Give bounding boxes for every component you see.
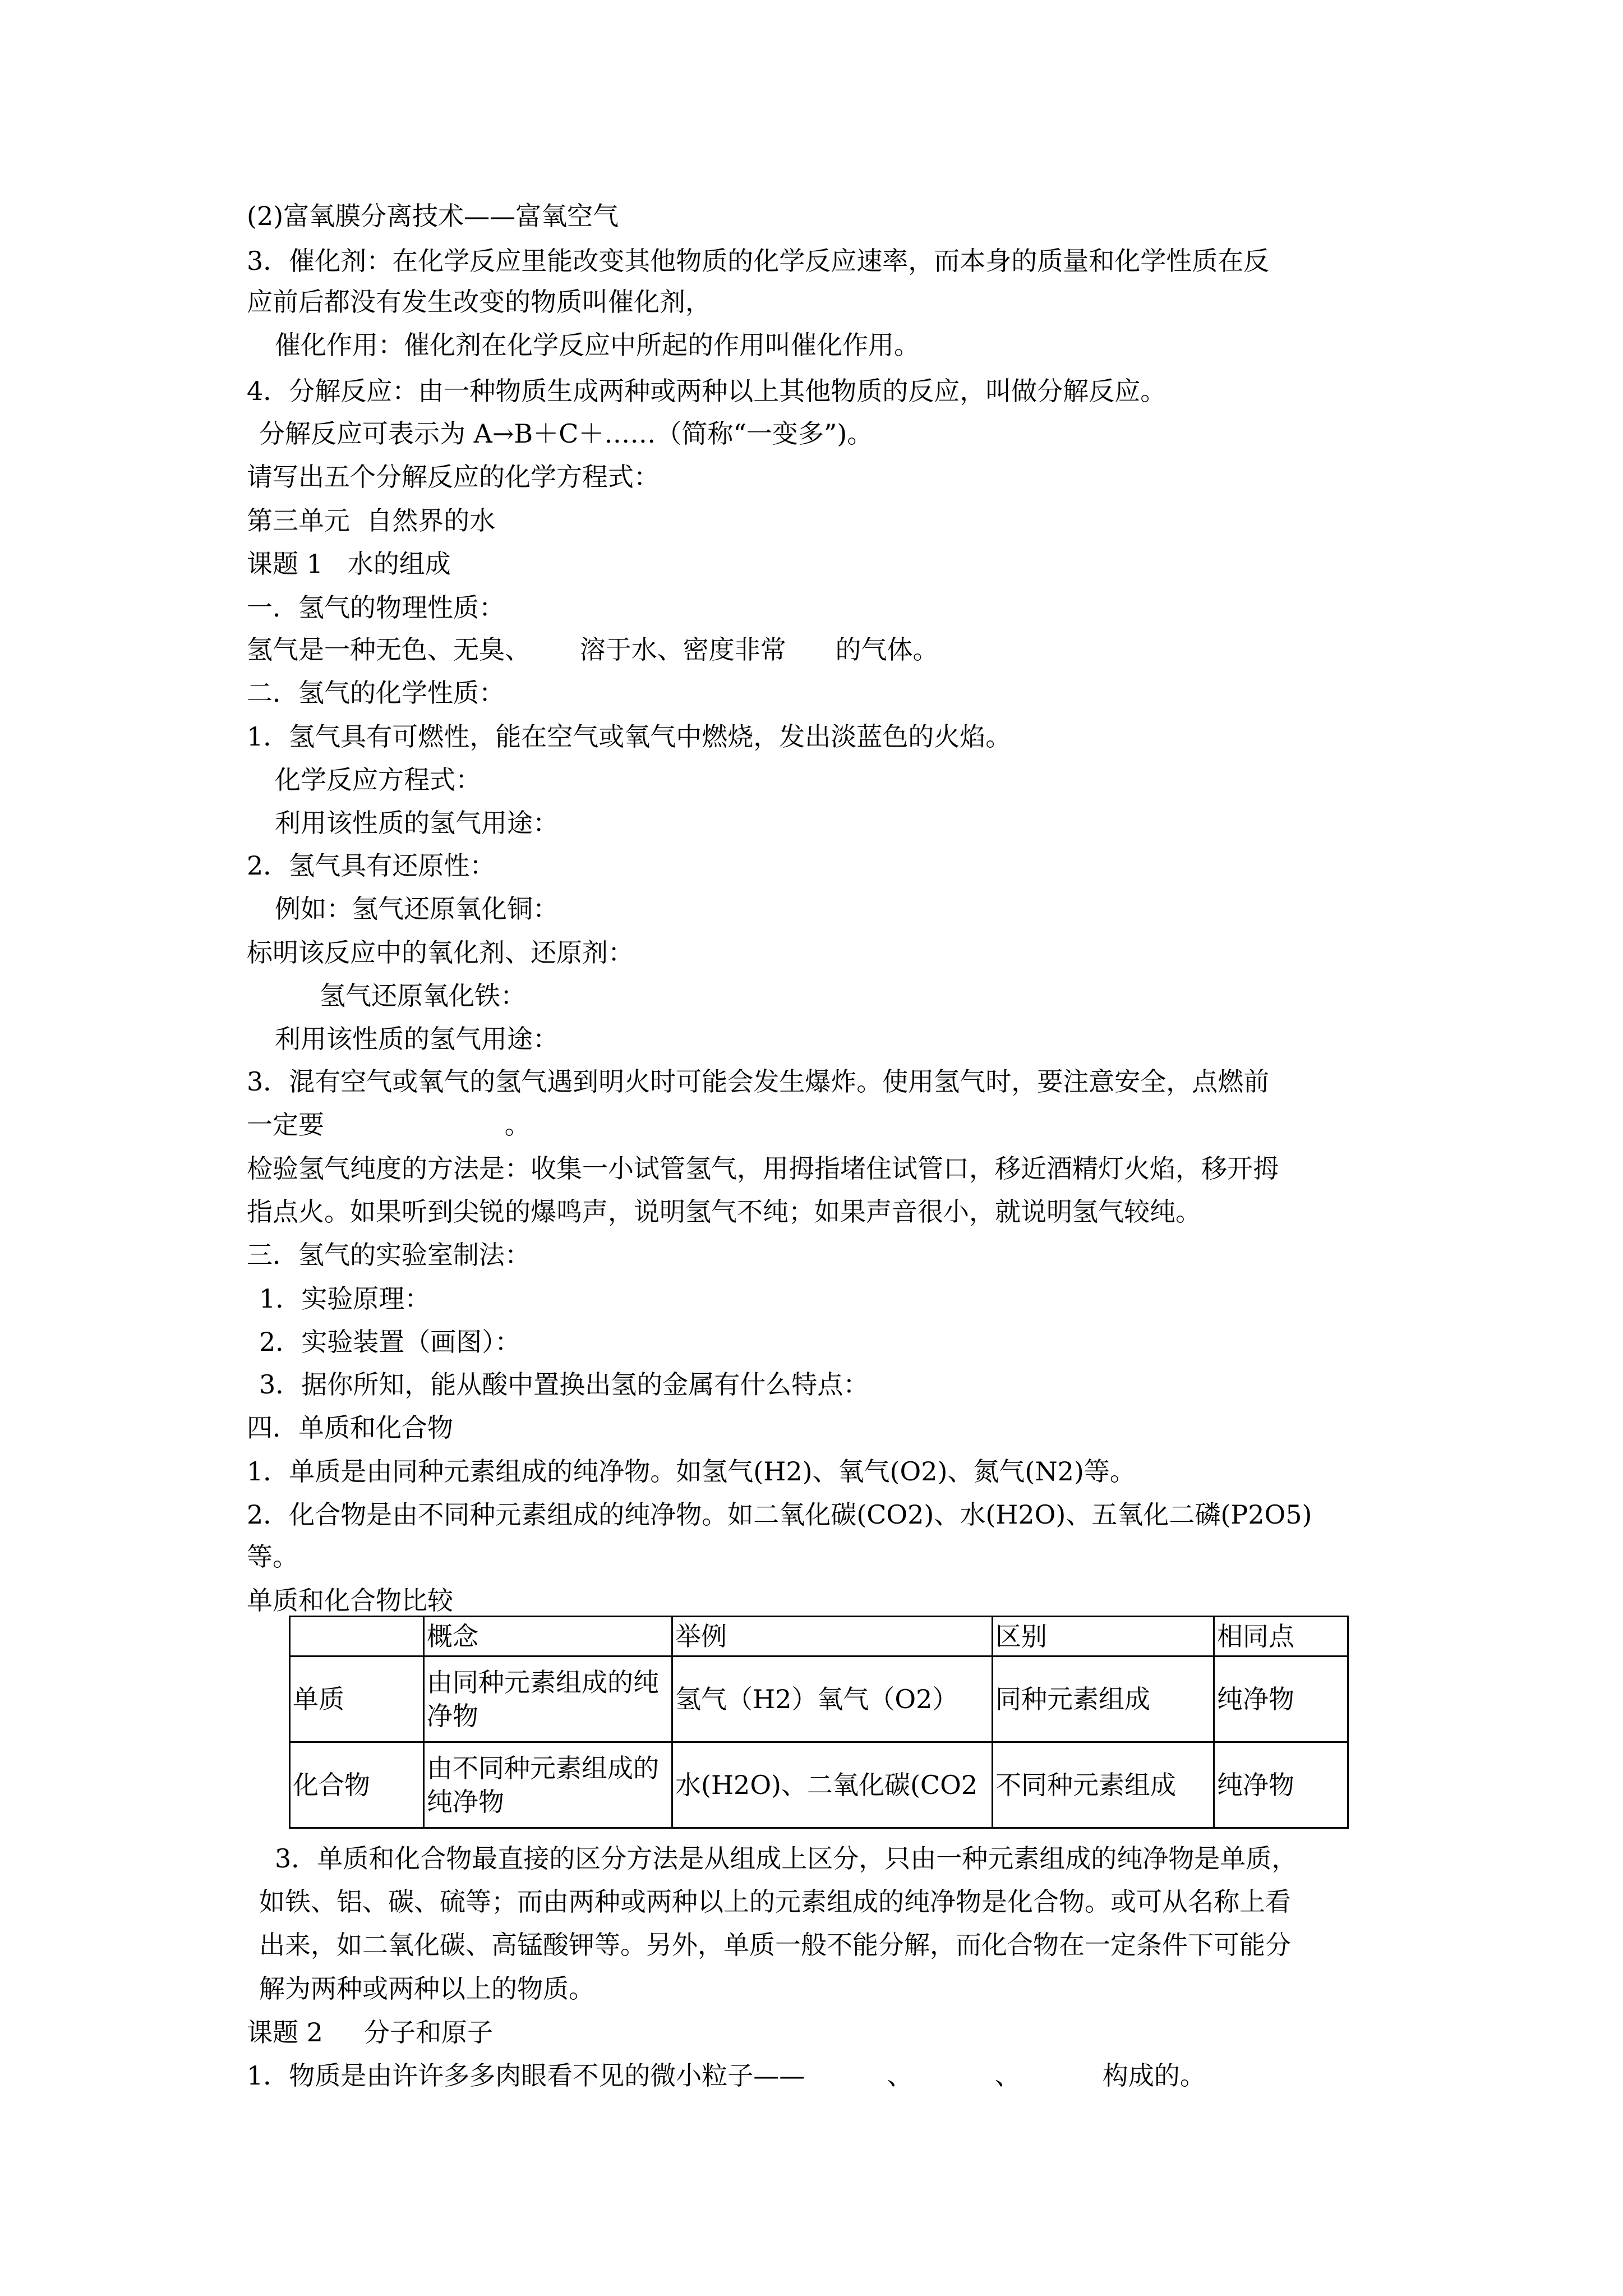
text-line: 3．据你所知，能从酸中置换出氢的金属有什么特点： xyxy=(259,1369,869,1400)
text-line: 出来，如二氧化碳、高锰酸钾等。另外，单质一般不能分解，而化合物在一定条件下可能分 xyxy=(259,1930,1291,1960)
text-line: 分解反应可表示为 A→B＋C＋……（简称“一变多”)。 xyxy=(259,418,873,449)
text-line: 2．氢气具有还原性： xyxy=(247,850,496,881)
text-line: 如铁、铝、碳、硫等；而由两种或两种以上的元素组成的纯净物是化合物。或可从名称上看 xyxy=(259,1887,1291,1917)
text-line: 1．单质是由同种元素组成的纯净物。如氢气(H2)、氧气(O2)、氮气(N2)等。 xyxy=(247,1456,1136,1487)
text-line: 催化作用：催化剂在化学反应中所起的作用叫催化作用。 xyxy=(275,330,920,360)
table-cell: 纯净物 xyxy=(1214,1657,1348,1742)
text-line: (2)富氧膜分离技术——富氧空气 xyxy=(247,201,619,231)
section-heading: 四．单质和化合物 xyxy=(247,1412,453,1443)
text-line: 2．实验装置（画图）： xyxy=(259,1327,521,1357)
table-cell: 由不同种元素组成的纯净物 xyxy=(424,1742,672,1828)
text-line: 1．实验原理： xyxy=(259,1283,431,1314)
section-heading: 三．氢气的实验室制法： xyxy=(247,1240,531,1270)
text-line: 3．单质和化合物最直接的区分方法是从组成上区分，只由一种元素组成的纯净物是单质， xyxy=(275,1843,1298,1874)
text-line: 等。 xyxy=(247,1542,298,1572)
table-cell: 氢气（H2）氧气（O2） xyxy=(672,1657,993,1742)
table-cell: 单质 xyxy=(290,1657,424,1742)
table-header-cell: 概念 xyxy=(424,1617,672,1657)
text-line: 标明该反应中的氧化剂、还原剂： xyxy=(247,937,634,968)
text-line: 2．化合物是由不同种元素组成的纯净物。如二氧化碳(CO2)、水(H2O)、五氧化二磷(P2O5) xyxy=(247,1499,1312,1530)
text-line: 氢气是一种无色、无臭、 溶于水、密度非常 的气体。 xyxy=(247,634,939,665)
table-cell: 纯净物 xyxy=(1214,1742,1348,1828)
text-line: 请写出五个分解反应的化学方程式： xyxy=(247,462,660,492)
text-line: 检验氢气纯度的方法是：收集一小试管氢气，用拇指堵住试管口，移近酒精灯火焰，移开拇 xyxy=(247,1153,1279,1184)
table-cell: 不同种元素组成 xyxy=(993,1742,1214,1828)
section-heading: 课题 2 分子和原子 xyxy=(247,2017,493,2047)
table-cell: 化合物 xyxy=(290,1742,424,1828)
text-line: 一定要 。 xyxy=(247,1110,531,1140)
table-header-cell: 相同点 xyxy=(1214,1617,1348,1657)
table-header-cell: 区别 xyxy=(993,1617,1214,1657)
text-line: 化学反应方程式： xyxy=(275,765,481,795)
table-caption: 单质和化合物比较 xyxy=(247,1585,453,1616)
table-header-cell xyxy=(290,1617,424,1657)
section-heading: 一．氢气的物理性质： xyxy=(247,592,505,623)
text-line: 3．混有空气或氧气的氢气遇到明火时可能会发生爆炸。使用氢气时，要注意安全，点燃前 xyxy=(247,1066,1270,1097)
table-row xyxy=(290,1657,1348,1742)
table-cell: 同种元素组成 xyxy=(993,1657,1214,1742)
comparison-table xyxy=(289,1616,1349,1829)
text-line: 例如：氢气还原氧化铜： xyxy=(275,894,559,924)
table-header-cell: 举例 xyxy=(672,1617,993,1657)
section-heading: 课题 1 水的组成 xyxy=(247,549,451,579)
text-line: 指点火。如果听到尖锐的爆鸣声，说明氢气不纯；如果声音很小，就说明氢气较纯。 xyxy=(247,1197,1201,1227)
text-line: 利用该性质的氢气用途： xyxy=(275,808,559,838)
table-header-row xyxy=(290,1617,1348,1657)
table-cell: 水(H2O)、二氧化碳(CO2 xyxy=(672,1742,993,1828)
text-line: 应前后都没有发生改变的物质叫催化剂， xyxy=(247,287,711,317)
text-line: 氢气还原氧化铁： xyxy=(320,981,526,1011)
text-line: 利用该性质的氢气用途： xyxy=(275,1024,559,1054)
text-line: 1．物质是由许许多多肉眼看不见的微小粒子—— 、 、 构成的。 xyxy=(247,2060,1206,2091)
section-heading: 二．氢气的化学性质： xyxy=(247,678,505,708)
text-line: 解为两种或两种以上的物质。 xyxy=(259,1973,594,2004)
table-cell: 由同种元素组成的纯净物 xyxy=(424,1657,672,1742)
text-line: 1．氢气具有可燃性，能在空气或氧气中燃烧，发出淡蓝色的火焰。 xyxy=(247,721,1012,752)
text-line: 4．分解反应：由一种物质生成两种或两种以上其他物质的反应，叫做分解反应。 xyxy=(247,376,1166,406)
section-heading: 第三单元 自然界的水 xyxy=(247,505,496,536)
text-line: 3．催化剂：在化学反应里能改变其他物质的化学反应速率，而本身的质量和化学性质在反 xyxy=(247,246,1270,276)
table-row xyxy=(290,1742,1348,1828)
